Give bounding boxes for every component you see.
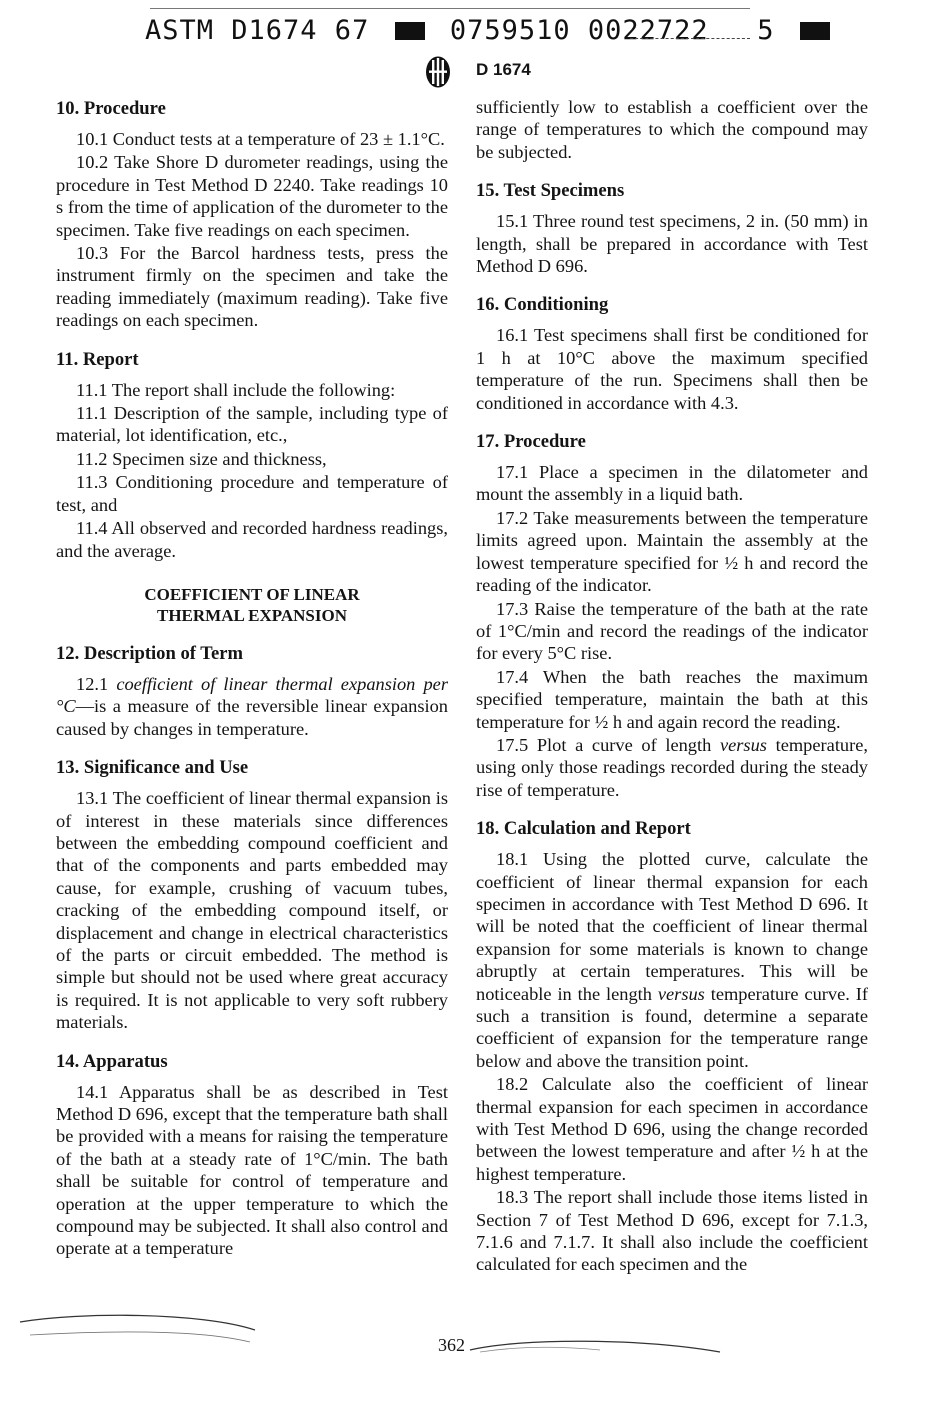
paragraph: 10.3 For the Barcol hardness tests, press the instrument firmly on the specimen and take the reading immediately (maximum reading). Take five readings on each specimen.: [56, 243, 448, 331]
paragraph: 17.5 Plot a curve of length versus temperature, using only those readings recorded during the steady rise of temperature.: [476, 734, 869, 800]
center-heading-line-1: COEFFICIENT OF LINEAR: [144, 584, 360, 604]
section-heading: 14. Apparatus: [56, 1050, 168, 1072]
paragraph: 15.1 Three round test specimens, 2 in. (50 mm) in length, shall be prepared in accordance with Test Method D 696.: [476, 211, 868, 277]
center-heading-line-2: THERMAL EXPANSION: [156, 605, 347, 625]
paragraph: 18.2 Calculate also the coefficient of linear thermal expansion for each specimen in accordance with Test Method D 696, using the change recorded between the lowest temperature and after ½ h at the highest temperature.: [476, 1074, 868, 1184]
paragraph: 10.2 Take Shore D durometer readings, using the procedure in Test Method D 2240. Take readings 10 s from the time of application of the durometer to the specimen. Take five readings on each specimen.: [56, 152, 448, 240]
paragraph: 17.2 Take measurements between the temperature limits agreed upon. Maintain the assembly at the lowest temperature specified for ½ h and record the reading of the indicator.: [476, 507, 868, 596]
section-heading: 11. Report: [56, 348, 139, 370]
section-heading: 17. Procedure: [476, 431, 586, 453]
paragraph: 17.3 Raise the temperature of the bath at the rate of 1°C/min and record the readings of the indicator for every 5°C rise.: [476, 598, 868, 664]
definition-text: —is a measure of the reversible linear expansion caused by changes in temperature.: [56, 696, 448, 739]
standard-designation: D 1674: [476, 60, 531, 79]
section-heading: 16. Conditioning: [476, 294, 609, 316]
section-heading: 13. Significance and Use: [56, 757, 249, 779]
paragraph: 11.4 All observed and recorded hardness readings, and the average.: [56, 518, 448, 561]
scan-header-right: 5: [757, 15, 775, 46]
paragraph: 18.3 The report shall include those items listed in Section 7 of Test Method D 696, except for 7.1.3, 7.1.6 and 7.1.7. It shall also include the coefficient calculated for each specimen and the: [476, 1187, 868, 1275]
paragraph-continued: sufficiently low to establish a coefficient over the range of temperatures to which the compound may be subjected.: [476, 97, 868, 162]
section-heading: 12. Description of Term: [56, 642, 243, 664]
paragraph: 14.1 Apparatus shall be as described in Test Method D 696, except that the temperature bath shall be provided with a means for raising the temperature of the bath at a steady rate of 1°C/min. The bath shall be suitable for control of temperature and operation at the upper temperature to which the compound may be subjected. It shall also control and operate at a temperature: [56, 1081, 448, 1259]
scan-header-middle: 0759510 0022722: [449, 15, 709, 46]
section-heading: 15. Test Specimens: [476, 180, 625, 202]
page-number: 362: [438, 1335, 465, 1355]
paragraph-number: 12.1: [76, 673, 109, 694]
paragraph: 11.1 The report shall include the following:: [76, 379, 396, 400]
section-heading: 18. Calculation and Report: [476, 818, 691, 840]
paragraph: 10.1 Conduct tests at a temperature of 23 ± 1.1°C.: [76, 129, 445, 149]
paragraph: 11.1 Description of the sample, including type of material, lot identification, etc.,: [56, 403, 448, 446]
paragraph: 18.1 Using the plotted curve, calculate the coefficient of linear thermal expansion for each specimen in accordance with Test Method D 696. It will be noted that the coefficient of linear thermal expansion for some materials is known to change abruptly at certain temperatures. This will be noticeable in the length versus temperature curve. If such a transition is found, determine a separate coefficient of expansion for the temperature range below and above the transition point.: [476, 849, 868, 1071]
defined-term: coefficient of linear thermal expansion per °C: [56, 673, 448, 717]
paragraph: 11.2 Specimen size and thickness,: [76, 448, 327, 469]
paragraph: 16.1 Test specimens shall first be conditioned for 1 h at 10°C above the maximum specified temperature of the run. Specimens shall then be conditioned in accordance with 4.3.: [476, 325, 868, 413]
paragraph: 11.3 Conditioning procedure and temperature of test, and: [56, 472, 448, 515]
section-heading: 10. Procedure: [56, 98, 166, 119]
paragraph: 17.1 Place a specimen in the dilatometer and mount the assembly in a liquid bath.: [476, 462, 868, 505]
paragraph: 17.4 When the bath reaches the maximum specified temperature, maintain the bath at this temperature for ½ h and again record the reading.: [476, 666, 868, 732]
scan-header-left: ASTM D1674 67: [145, 15, 370, 46]
paragraph: 13.1 The coefficient of linear thermal expansion is of interest in these materials since differences between the embedding compound coefficient and that of the components and parts embedded may cause, for example, crushing of vacuum tubes, cracking of the embedding compound itself, or displacement and change in electrical characteristics of the parts or circuit embedded. The method is simple but should not be used where great accuracy is required. It is not applicable to very soft rubbery materials.: [56, 788, 448, 1033]
